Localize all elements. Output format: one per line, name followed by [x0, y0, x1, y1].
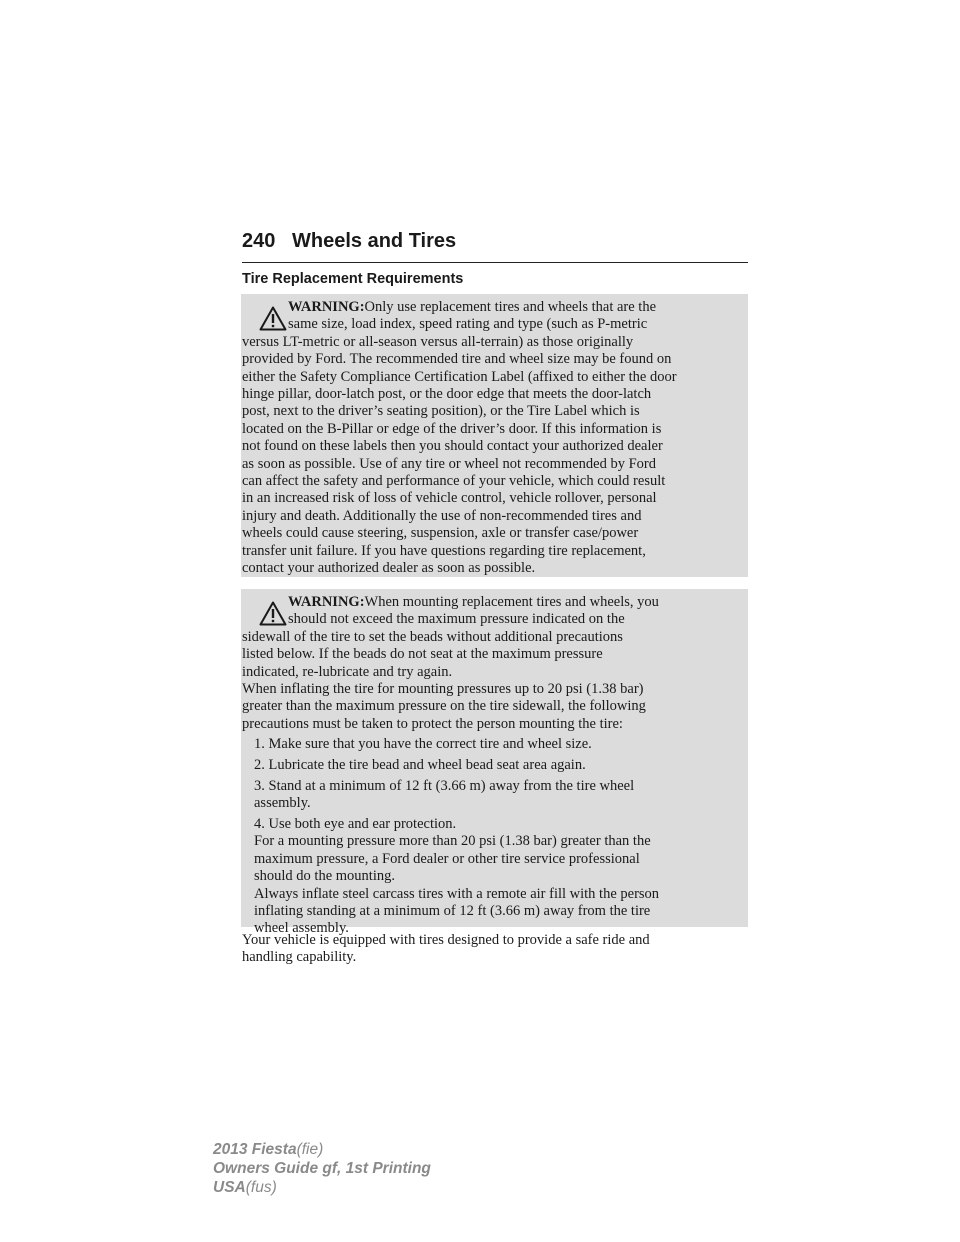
warning-text-line: post, next to the driver’s seating position), or the Tire Label which is	[242, 403, 640, 420]
warning-text-line: injury and death. Additionally the use of non-recommended tires and	[242, 507, 642, 524]
warning-text-line: provided by Ford. The recommended tire and wheel size may be found on	[242, 351, 672, 368]
page-number: 240	[242, 230, 276, 252]
warning-text-line: WARNING:When mounting replacement tires and wheels, you	[288, 594, 659, 610]
footer-guide-line: Owners Guide gf, 1st Printing	[213, 1160, 431, 1177]
warning-text-line: contact your authorized dealer as soon as possible.	[242, 560, 536, 576]
warning-text-line: listed below. If the beads do not seat at the maximum pressure	[242, 646, 603, 663]
warning-text-line: hinge pillar, door-latch post, or the door edge that meets the door-latch	[242, 386, 652, 402]
warning-box-tire-mounting	[241, 589, 748, 937]
chapter-title: Wheels and Tires	[292, 230, 457, 252]
warning-text-line: WARNING:Only use replacement tires and wheels that are the	[288, 299, 657, 315]
warning-triangle-icon	[259, 601, 287, 626]
precaution-step: 2. Lubricate the tire bead and wheel bead seat area again.	[254, 757, 586, 773]
warning-text-line: can affect the safety and performance of your vehicle, which could result	[242, 473, 666, 489]
warning-text-line: versus LT-metric or all-season versus all-terrain) as those originally	[242, 333, 634, 350]
warning-text-line: located on the B-Pillar or edge of the driver’s door. If this information is	[242, 420, 662, 437]
precaution-note: inflating standing at a minimum of 12 ft (3.66 m) away from the tire	[254, 903, 651, 919]
precaution-step: 4. Use both eye and ear protection.	[254, 816, 457, 832]
warning-triangle-icon	[259, 306, 287, 331]
warning-text-line: sidewall of the tire to set the beads without additional precautions	[242, 628, 623, 645]
precaution-step: 3. Stand at a minimum of 12 ft (3.66 m) away from the tire wheel	[254, 778, 635, 794]
footer-region-line: USA(fus)	[213, 1179, 277, 1196]
warning-text-line: either the Safety Compliance Certification Label (affixed to either the door	[242, 368, 677, 385]
precaution-note: wheel assembly.	[254, 920, 349, 937]
warning-text-line: as soon as possible. Use of any tire or wheel not recommended by Ford	[242, 455, 656, 472]
warning-text-line: same size, load index, speed rating and type (such as P-metric	[288, 316, 648, 333]
warning-text-line: indicated, re-lubricate and try again.	[242, 663, 453, 680]
precaution-note: maximum pressure, a Ford dealer or other tire service professional	[254, 850, 640, 867]
warning-label: WARNING:	[288, 299, 365, 315]
warning-text-line: greater than the maximum pressure on the tire sidewall, the following	[242, 698, 646, 715]
precaution-step: assembly.	[254, 795, 311, 812]
warning-text-line: wheels could cause steering, suspension, axle or transfer case/power	[242, 525, 639, 542]
page-header	[242, 228, 748, 263]
precaution-step: 1. Make sure that you have the correct tire and wheel size.	[254, 736, 592, 752]
warning-text-line: in an increased risk of loss of vehicle control, vehicle rollover, personal	[242, 490, 657, 507]
warning-text-line: not found on these labels then you should contact your authorized dealer	[242, 438, 663, 455]
warning-label: WARNING:	[288, 594, 365, 610]
warning-box-tire-replacement	[241, 294, 748, 577]
section-heading: Tire Replacement Requirements	[242, 271, 464, 287]
precaution-note: For a mounting pressure more than 20 psi (1.38 bar) greater than the	[254, 833, 651, 850]
precaution-note: should do the mounting.	[254, 868, 395, 885]
body-paragraph-line: handling capability.	[242, 949, 357, 966]
body-paragraph-line: Your vehicle is equipped with tires designed to provide a safe ride and	[242, 932, 650, 948]
footer-model-line: 2013 Fiesta(fie)	[213, 1141, 324, 1158]
warning-text-line: precautions must be taken to protect the person mounting the tire:	[242, 715, 623, 732]
warning-text-line: When inflating the tire for mounting pressures up to 20 psi (1.38 bar)	[242, 681, 644, 697]
precaution-note: Always inflate steel carcass tires with a remote air fill with the person	[254, 885, 660, 902]
warning-text-line: transfer unit failure. If you have questions regarding tire replacement,	[242, 542, 646, 559]
warning-text-line: should not exceed the maximum pressure indicated on the	[288, 611, 625, 628]
